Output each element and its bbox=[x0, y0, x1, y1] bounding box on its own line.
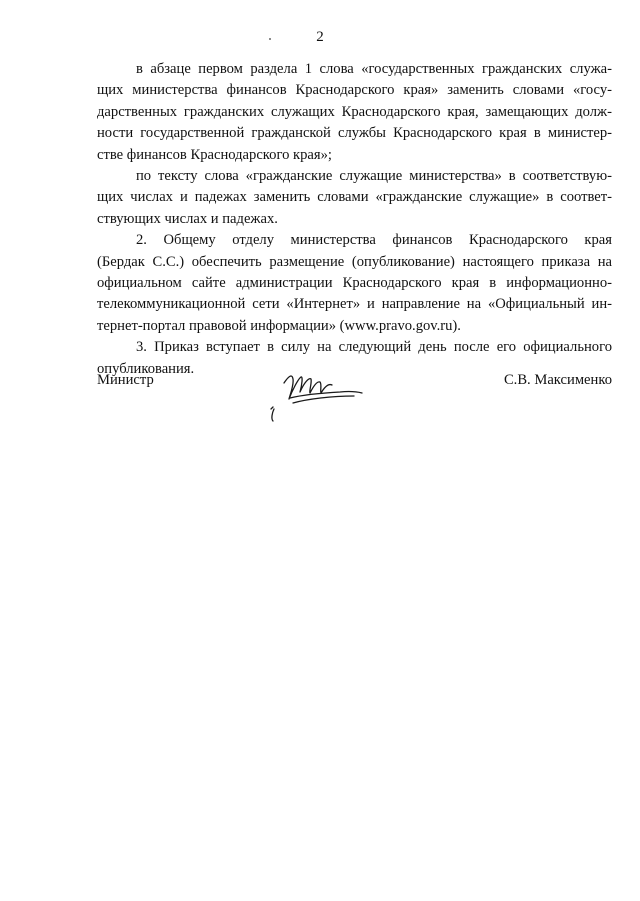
text-line: ствующих числах и падежах. bbox=[97, 210, 278, 227]
paragraph-amendment-text bbox=[97, 166, 612, 230]
text-line: тернет-портал правовой информации» (www.pravo.gov.ru). bbox=[97, 317, 461, 334]
scan-artifact-dot bbox=[269, 38, 271, 40]
paragraph-amendment-section-1 bbox=[97, 59, 612, 166]
text-line: стве финансов Краснодарского края»; bbox=[97, 146, 332, 163]
text-line: (Бердак С.С.) обеспечить размещение (опубликование) настоящего приказа на bbox=[97, 253, 612, 270]
text-line: опубликования. bbox=[97, 360, 195, 377]
text-line: щих министерства финансов Краснодарского края» заменить словами «госу- bbox=[97, 82, 612, 99]
text-line: ности государственной гражданской службы Краснодарского края в министер- bbox=[97, 125, 612, 142]
signatory-title: Министр bbox=[97, 372, 154, 388]
handwritten-signature-icon bbox=[262, 365, 372, 425]
text-line: дарственных гражданских служащих Краснодарского края, замещающих долж- bbox=[97, 103, 612, 120]
text-line: телекоммуникационной сети «Интернет» и направление на «Официальный ин- bbox=[97, 296, 612, 313]
text-line: 2. Общему отделу министерства финансов Краснодарского края bbox=[136, 232, 612, 249]
signatory-name: С.В. Максименко bbox=[503, 372, 612, 388]
paragraph-item-2 bbox=[97, 230, 612, 337]
text-line: 3. Приказ вступает в силу на следующий день после его официального bbox=[136, 339, 612, 356]
page-number: 2 bbox=[316, 29, 324, 45]
text-line: официальном сайте администрации Краснодарского края в информационно- bbox=[97, 275, 612, 292]
document-body bbox=[97, 59, 612, 380]
text-line: по тексту слова «гражданские служащие министерства» в соответствую- bbox=[136, 168, 612, 185]
text-line: в абзаце первом раздела 1 слова «государственных гражданских служа- bbox=[136, 61, 612, 77]
text-line: щих числах и падежах заменить словами «гражданские служащие» в соответ- bbox=[97, 189, 612, 206]
